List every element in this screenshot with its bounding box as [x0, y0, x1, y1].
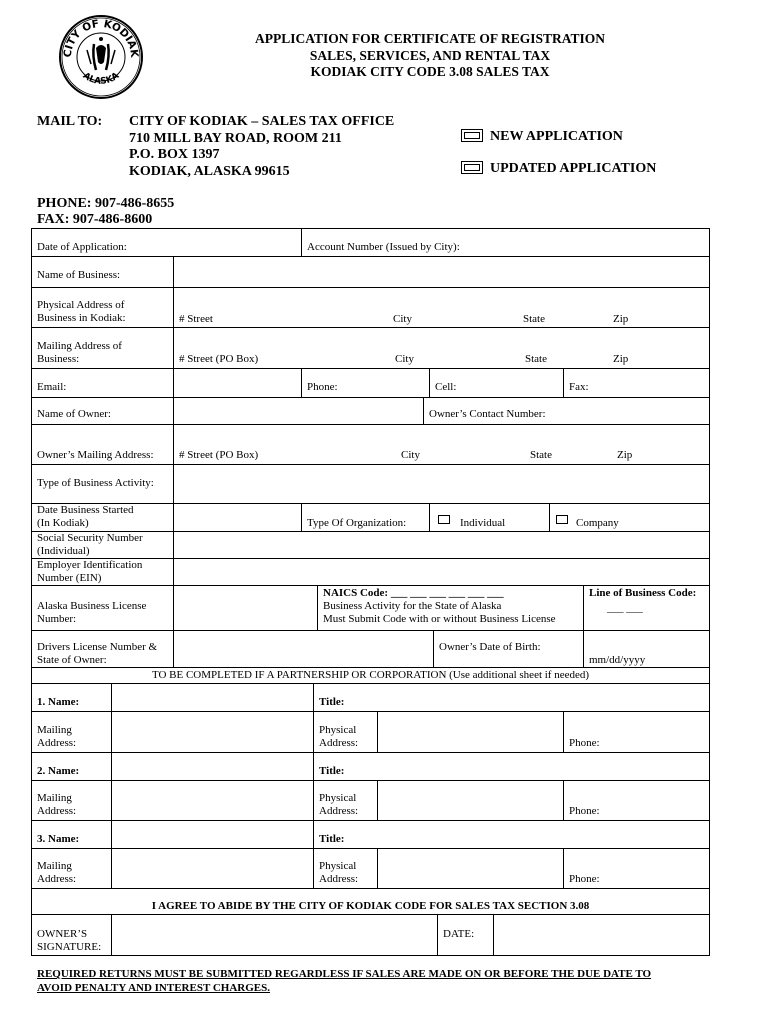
svg-text:ALASKA — [81, 71, 121, 87]
column-divider — [583, 585, 584, 667]
drivers-license-label: Drivers License Number & State of Owner: — [37, 641, 158, 666]
seal-bottom-text: ALASKA — [80, 71, 122, 87]
street-po-label: # Street (PO Box) — [179, 353, 259, 365]
column-divider — [317, 585, 318, 630]
naics-desc-2: Must Submit Code with or without Business License — [323, 613, 556, 625]
row-divider — [31, 711, 710, 712]
column-divider — [377, 848, 378, 888]
date-of-application-label: Date of Application: — [37, 241, 127, 253]
fax-label: Fax: — [569, 381, 589, 393]
seal-emblem-icon — [87, 37, 115, 70]
partner-3-mailing-label: Mailing Address: — [37, 860, 77, 885]
row-divider — [31, 667, 710, 668]
column-divider — [111, 683, 112, 888]
partner-3-physical-label: Physical Address: — [319, 860, 359, 885]
column-divider — [563, 848, 564, 888]
mail-line-1: CITY OF KODIAK – SALES TAX OFFICE — [129, 114, 395, 129]
column-divider — [563, 711, 564, 752]
company-checkbox[interactable] — [556, 515, 568, 524]
column-divider — [429, 368, 430, 397]
mail-to-label: MAIL TO: — [37, 114, 103, 129]
owner-mailing-label: Owner’s Mailing Address: — [37, 449, 154, 461]
zip-label: Zip — [617, 449, 633, 461]
column-divider — [301, 503, 302, 531]
physical-address-label: Physical Address of Business in Kodiak: — [37, 299, 126, 324]
city-label: City — [401, 449, 420, 461]
column-divider — [433, 630, 434, 667]
seal-top-text: CITY OF KODIAK — [61, 17, 141, 59]
owner-signature-label: OWNER’S SIGNATURE: — [37, 928, 102, 953]
row-divider — [31, 780, 710, 781]
notice-line-1: REQUIRED RETURNS MUST BE SUBMITTED REGARDLESS IF SALES ARE MADE ON OR BEFORE THE DUE DATE TO — [37, 968, 652, 980]
signature-field[interactable] — [112, 915, 436, 955]
type-activity-label: Type of Business Activity: — [37, 477, 154, 489]
notice-line-2: AVOID PENALTY AND INTEREST CHARGES. — [37, 982, 270, 994]
updated-application-label: UPDATED APPLICATION — [490, 161, 657, 176]
state-label: State — [523, 313, 545, 325]
column-divider — [313, 683, 314, 888]
column-divider — [437, 914, 438, 956]
state-label: State — [525, 353, 547, 365]
type-org-label: Type Of Organization: — [307, 517, 407, 529]
partner-2-title-label: Title: — [319, 765, 345, 777]
partnership-note: TO BE COMPLETED IF A PARTNERSHIP OR CORPORATION (Use additional sheet if needed) — [151, 669, 590, 681]
zip-label: Zip — [613, 353, 629, 365]
required-returns-notice — [37, 967, 717, 995]
partner-2-phone-label: Phone: — [569, 805, 600, 817]
title-line-3: KODIAK CITY CODE 3.08 SALES TAX — [310, 64, 550, 79]
column-divider — [173, 397, 174, 667]
line-of-business-label: Line of Business Code: — [589, 587, 697, 599]
column-divider — [377, 711, 378, 752]
line-of-business-blanks: ___ ___ — [607, 602, 643, 614]
signature-date-field[interactable] — [494, 915, 709, 955]
row-divider — [31, 820, 710, 821]
street-label: # Street — [179, 313, 213, 325]
phone-label: Phone: — [307, 381, 338, 393]
title-line-1: APPLICATION FOR CERTIFICATE OF REGISTRATION — [254, 31, 606, 46]
naics-code-label: NAICS Code: ___ ___ ___ ___ ___ ___ — [323, 587, 504, 599]
partner-2-mailing-label: Mailing Address: — [37, 792, 77, 817]
partner-1-title-label: Title: — [319, 696, 345, 708]
column-divider — [301, 368, 302, 397]
contact-info — [37, 196, 174, 228]
partner-3-title-label: Title: — [319, 833, 345, 845]
new-application-checkbox[interactable] — [461, 129, 483, 142]
updated-application-checkbox[interactable] — [461, 161, 483, 174]
fax-number: FAX: 907-486-8600 — [37, 212, 153, 227]
zip-label: Zip — [613, 313, 629, 325]
mail-line-4: KODIAK, ALASKA 99615 — [129, 163, 290, 179]
row-divider — [31, 683, 710, 684]
mail-address — [129, 114, 394, 180]
naics-block — [323, 587, 556, 626]
partner-2-name-label: 2. Name: — [37, 765, 80, 777]
row-divider — [31, 630, 710, 631]
physical-address-field[interactable] — [174, 288, 709, 326]
email-label: Email: — [37, 381, 67, 393]
city-label: City — [393, 313, 412, 325]
agreement-statement: I AGREE TO ABIDE BY THE CITY OF KODIAK CODE FOR SALES TAX SECTION 3.08 — [151, 900, 590, 912]
column-divider — [429, 503, 430, 531]
column-divider — [563, 368, 564, 397]
partner-1-name-label: 1. Name: — [37, 696, 80, 708]
city-of-kodiak-seal — [58, 14, 144, 100]
ak-license-label: Alaska Business License Number: — [37, 600, 147, 625]
date-started-label: Date Business Started (In Kodiak) — [37, 504, 134, 529]
account-number-label: Account Number (Issued by City): — [307, 241, 460, 253]
row-divider — [31, 848, 710, 849]
mail-line-2: 710 MILL BAY ROAD, ROOM 211 — [129, 130, 342, 146]
name-of-business-label: Name of Business: — [37, 269, 121, 281]
name-of-business-field[interactable] — [174, 257, 709, 286]
city-label: City — [395, 353, 414, 365]
individual-checkbox[interactable] — [438, 515, 450, 524]
column-divider — [301, 228, 302, 256]
form-title — [200, 31, 660, 81]
naics-desc-1: Business Activity for the State of Alaska — [323, 600, 502, 612]
column-divider — [377, 780, 378, 820]
street-po-label: # Street (PO Box) — [179, 449, 259, 461]
individual-label: Individual — [460, 517, 506, 529]
row-divider — [31, 368, 710, 369]
row-divider — [31, 424, 710, 425]
partner-1-phone-label: Phone: — [569, 737, 600, 749]
partner-2-physical-label: Physical Address: — [319, 792, 359, 817]
column-divider — [563, 780, 564, 820]
new-application-label: NEW APPLICATION — [490, 129, 623, 144]
partner-1-mailing-label: Mailing Address: — [37, 724, 77, 749]
ein-label: Employer Identification Number (EIN) — [37, 559, 143, 584]
cell-label: Cell: — [435, 381, 457, 393]
title-line-2: SALES, SERVICES, AND RENTAL TAX — [309, 47, 551, 63]
name-of-owner-label: Name of Owner: — [37, 408, 111, 420]
mail-line-3: P.O. BOX 1397 — [129, 147, 220, 162]
state-label: State — [530, 449, 552, 461]
date-label: DATE: — [443, 928, 475, 940]
partner-1-physical-label: Physical Address: — [319, 724, 359, 749]
partner-3-name-label: 3. Name: — [37, 833, 80, 845]
name-of-owner-field[interactable] — [174, 398, 422, 423]
owner-dob-label: Owner’s Date of Birth: — [439, 641, 541, 653]
type-activity-field[interactable] — [174, 465, 709, 502]
row-divider — [31, 752, 710, 753]
column-divider — [423, 397, 424, 424]
company-label: Company — [576, 517, 619, 529]
row-divider — [31, 585, 710, 586]
partner-3-phone-label: Phone: — [569, 873, 600, 885]
phone-number: PHONE: 907-486-8655 — [37, 196, 175, 211]
column-divider — [549, 503, 550, 531]
mailing-address-label: Mailing Address of Business: — [37, 340, 122, 365]
dob-format-label: mm/dd/yyyy — [589, 654, 646, 666]
owner-contact-label: Owner’s Contact Number: — [429, 408, 546, 420]
row-divider — [31, 888, 710, 889]
ssn-label: Social Security Number (Individual) — [37, 532, 143, 557]
